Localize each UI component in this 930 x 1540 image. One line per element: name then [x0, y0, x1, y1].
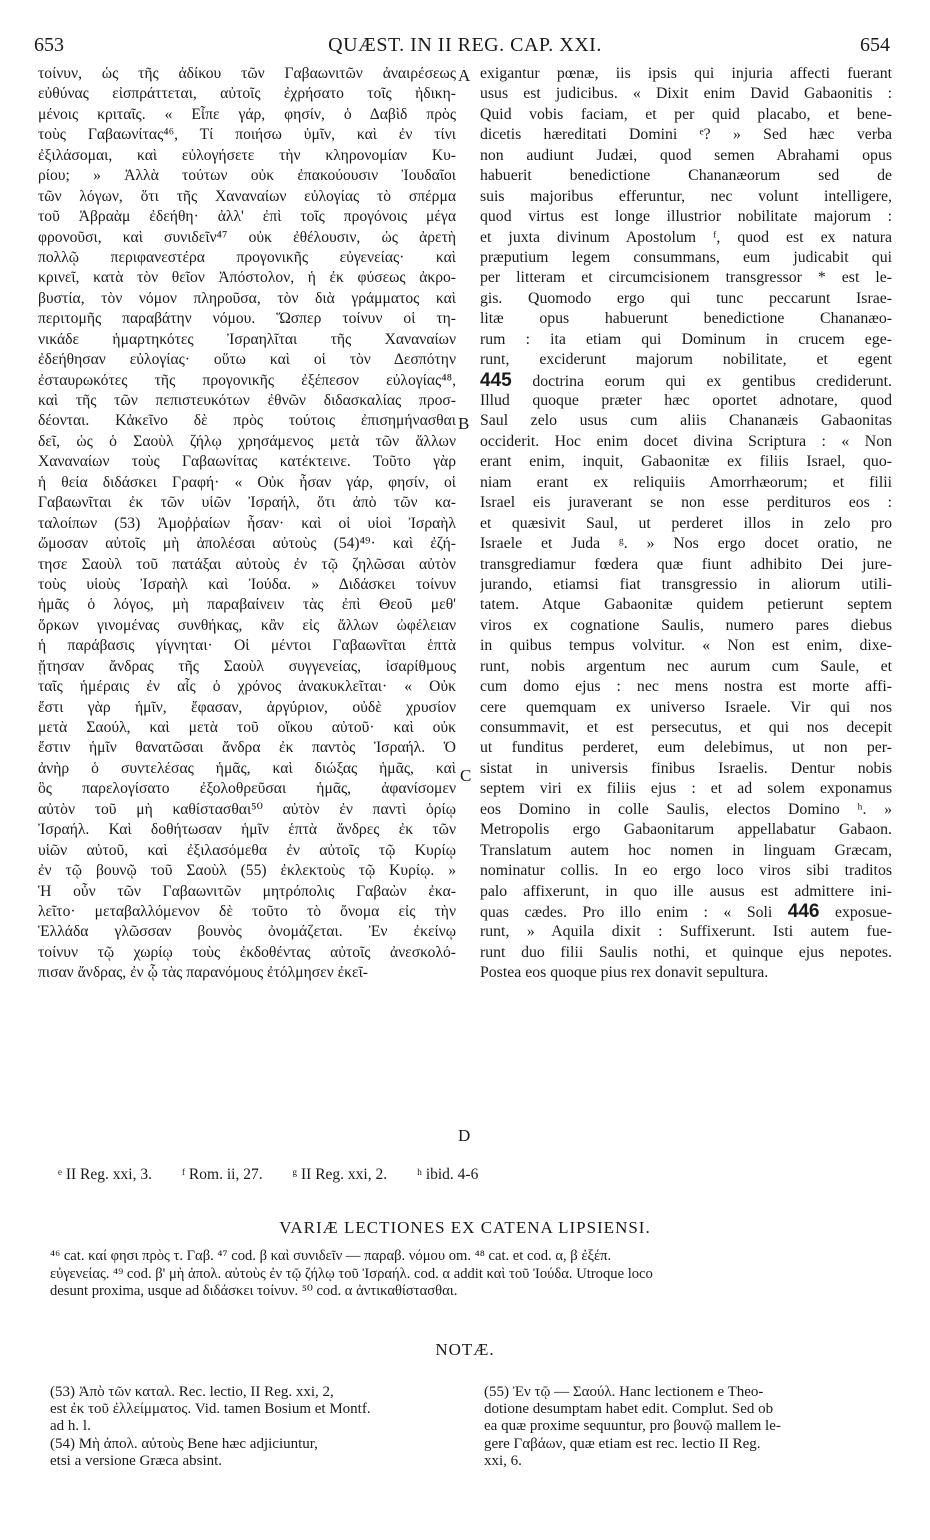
margin-letter-c: C	[460, 766, 472, 785]
latin-text-line: non audiunt Judæi, quod semen Abrahami opus	[480, 146, 892, 164]
greek-text-line: ἔστι γὰρ ἡμῖν, ἔφασαν, ἀργύριον, οὐδὲ χρυσίον	[38, 698, 456, 716]
greek-text-line: πισαν ἄνδρας, ἐν ᾧ τὰς παρανόμους ἐτόλμησεν ἐκεῖ-	[38, 964, 368, 982]
latin-text-line: Postea eos quoque pius rex donavit sepultura.	[480, 964, 769, 982]
variant-reading-line: desunt proxima, usque ad διδάσκει τοίνυν. ⁵⁰ cod. α ἀντικαθίστασθαι.	[50, 1283, 458, 1299]
variant-reading-line: ⁴⁶ cat. καί φησι πρὸς τ. Γαβ. ⁴⁷ cod. β καὶ συνιδεῖν — παραβ. νόμου om. ⁴⁸ cat. et cod. α, β ἐξέπ.	[50, 1248, 612, 1264]
note-line: (55) Ἐν τῷ — Σαούλ. Hanc lectionem e Theo-	[484, 1384, 764, 1400]
latin-text-line: septem viri ex filiis ejus : et ad solem exponamus	[480, 780, 892, 798]
greek-text-line: ρίου; » Ἀλλὰ τούτων οὐκ ἐπακούουσιν Ἰουδαῖοι	[38, 167, 456, 185]
latin-text-line: exigantur pœnæ, iis ipsis qui injuria affecti fuerant	[480, 65, 892, 82]
margin-letter-a: A	[458, 66, 471, 85]
latin-text-line: Illud quoque præter hæc oportet adnotare, quod	[480, 392, 892, 409]
greek-text-line: πολλῷ περιφανεστέρα προγονικῆς εὐγενείας· καὶ	[38, 248, 456, 266]
latin-text-line: Israel eis juraverant se non esse perdituros eos :	[480, 494, 892, 512]
latin-text-line: cum domo ejus : nec mens nostra est morte affi-	[480, 678, 892, 696]
greek-text-line: ἡ θεία διδάσκει Γραφή· « Οὐκ ἦσαν γάρ, φησίν, οἱ	[38, 473, 456, 491]
latin-text-line: suis majoribus efferuntur, nec volunt intelligere,	[480, 187, 892, 205]
column-number-marker: 445	[480, 370, 512, 391]
latin-text-column	[480, 64, 892, 1154]
greek-text-line: μένοις κριταῖς. « Εἶπε γάρ, φησίν, ὁ Δαβὶδ πρὸς	[38, 105, 456, 123]
page-number-right: 654	[860, 34, 890, 56]
greek-text-line: Χαναναίων τοὺς Γαβαωνίτας κατέκτεινε. Τοῦτο γὰρ	[38, 453, 456, 471]
greek-text-line: αὐτὸν τοῦ μὴ καθίστασθαι⁵⁰ αὐτὸν ἐν παντὶ ὁρίῳ	[38, 800, 456, 818]
margin-letter-d: D	[458, 1126, 471, 1145]
latin-text-line: quod virtus est longe illustrior nobilitate majorum :	[480, 208, 892, 226]
latin-text-line: præputium legem consummans, eum judicabit qui	[480, 248, 892, 266]
note-line: etsi a versione Græca absint.	[50, 1452, 223, 1469]
latin-text-line: palo affixerunt, in quo ille ausus est admittere ini-	[480, 882, 892, 900]
greek-text-line: ἐν τῷ βουνῷ τοῦ Σαοὺλ (55) ἐκλεκτοὺς τῷ Κυρίῳ. »	[38, 862, 456, 880]
greek-text-line: τοῦ Ἀβραὰμ ἐδεήθη· ἀλλ' ἐπὶ τοῖς προγόνοις μέγα	[38, 208, 456, 226]
latin-text-line: Metropolis ergo Gabaonitarum appellabatur Gabaon.	[480, 821, 892, 839]
latin-text-line: sistat in universis finibus Israelis. Dentur nobis	[480, 759, 892, 777]
latin-text-line: viros ex cognatione Saulis, numero pares diebus	[480, 616, 892, 634]
latin-text-line: tatem. Atque Gabaonitæ quidem petierunt septem	[480, 596, 892, 614]
variant-reading-line: εὐγενείας. ⁴⁹ cod. β' μὴ ἀπολ. αὐτοὺς ἐν τῷ ζήλῳ τοῦ Ἰσραήλ. cod. α addit καὶ τοῦ Ἰούδα. Utroque loco	[50, 1265, 653, 1282]
column-number-marker: 446	[787, 901, 820, 922]
latin-text-line: erant enim, inquit, Gabaonitæ ex filiis Israel, quo-	[480, 453, 892, 471]
latin-text-line: Quid vobis faciam, et per quid placabo, et bene-	[480, 105, 892, 123]
latin-text-line: runt, exciderunt majorum nobilitate, et egent	[480, 351, 892, 369]
latin-text-line: niam erant ex reliquiis Amorrhæorum; et filii	[480, 473, 892, 491]
latin-text-line: litæ opus habuerunt benedictione Chananæo-	[480, 310, 892, 328]
reference-e: ᵉ II Reg. xxi, 3.	[58, 1166, 152, 1183]
latin-text-line: runt duo filii Saulis nothi, et quinque ejus nepotes.	[480, 943, 892, 961]
greek-text-line: Ἡ οὖν τῶν Γαβαωνιτῶν μητρόπολις Γαβαὼν ἐκα-	[38, 882, 456, 900]
note-line: xxi, 6.	[484, 1452, 522, 1469]
latin-text-line: Israele et Juda ᵍ. » Nos ergo docet oratio, ne	[480, 535, 892, 553]
notes-left-column	[50, 1384, 468, 1470]
margin-letter-b: B	[458, 414, 470, 433]
latin-text-line: jurando, etiamsi fiat transgressio in aliorum utili-	[480, 575, 892, 593]
greek-text-line: ὤμοσαν αὐτοῖς μὴ ἀπολέσαι αὐτοὺς (54)⁴⁹· καὶ ἐζή-	[38, 535, 456, 553]
latin-text-line: dicetis hæreditati Domini ᵉ? » Sed hæc verba	[480, 126, 892, 144]
page-title: QUÆST. IN II REG. CAP. XXI.	[328, 34, 602, 56]
scripture-references	[58, 1166, 504, 1184]
greek-text-line: ἡμᾶς ὁ λόγος, μὴ παραβαίνειν τὰς ἐπὶ Θεοῦ μεθ'	[38, 596, 456, 614]
greek-text-line: ᾔτησαν ἄνδρας τῆς Σαοὺλ συγγενείας, ἰσαρίθμους	[38, 657, 456, 675]
greek-text-line: ὅρκων γινομένας συνθήκας, κἂν εἰς ἄλλων ὠφέλειαν	[38, 616, 456, 634]
latin-text-line: ut funditus perderet, eum delebimus, ut non per-	[480, 739, 892, 757]
latin-text-line: Saul zelo usus cum aliis Chananæis Gabaonitas	[480, 412, 892, 430]
notae-heading: NOTÆ.	[435, 1340, 495, 1359]
reference-f: ᶠ Rom. ii, 27.	[181, 1166, 263, 1183]
latin-text-line: occiderit. Hoc enim docet divina Scriptura : « Non	[480, 432, 892, 450]
latin-text-line: rum : ita etiam qui Dominum in crucem ege-	[480, 330, 892, 348]
latin-text-line: per litteram et circumcisionem transgressor * est le-	[480, 269, 892, 287]
greek-text-line: τοὺς Γαβαωνίτας⁴⁶, Τί ποιήσω ὑμῖν, καὶ ἐν τίνι	[38, 126, 456, 144]
latin-text-line: gis. Quomodo ergo qui tunc peccarunt Israe-	[480, 289, 892, 307]
reference-g: ᵍ II Reg. xxi, 2.	[292, 1166, 388, 1183]
greek-text-line: τοίνυν τῷ χωρίῳ τοὺς ἐκδοθέντας αὐτοῖς ἀνεσκολό-	[38, 943, 456, 961]
greek-text-line: φρονοῦσι, καὶ συνιδεῖν⁴⁷ οὐκ ἐθέλουσιν, ὡς ἀρετὴ	[38, 228, 456, 246]
greek-text-line: νικάδε ἡμαρτηκότες Ἰσραηλῖται τῆς Χαναναίων	[38, 330, 456, 348]
greek-text-line: ἀνὴρ ὁ συντελέσας ἡμᾶς, καὶ διώξας ἡμᾶς, καὶ	[38, 759, 456, 777]
greek-text-line: Γαβαωνῖται ἐκ τῶν υἱῶν Ἰσραήλ, ὅτι ἀπὸ τῶν κα-	[38, 494, 456, 512]
latin-text-line: et quæsivit Saul, ut perderet illos in zelo pro	[480, 514, 892, 532]
greek-text-line: ἐσταυρωκότες τῆς προγονικῆς ἐξέπεσον εὐλογίας⁴⁸,	[38, 371, 456, 389]
note-line: ad h. l.	[50, 1418, 91, 1435]
latin-text-line: consummavit, et est persecutus, et qui nos decepit	[480, 719, 892, 736]
greek-text-line: ἐξιλάσομαι, καὶ εὐλογήσετε τὴν κληρονομίαν Κυ-	[38, 146, 456, 164]
note-line: ea quæ proxime sequuntur, pro βουνῷ mallem le-	[484, 1418, 781, 1435]
greek-text-line: δέονται. Κἀκεῖνο δὲ πρὸς τούτοις ἐπισημήνασθαι	[38, 412, 456, 430]
greek-text-line: καὶ τῆς τῶν πεπιστευκότων ἐθνῶν διδασκαλίας προσ-	[38, 392, 456, 409]
greek-text-line: δεῖ, ὡς ὁ Σαοὺλ ζήλῳ χρησάμενος μετὰ τῶν ἄλλων	[38, 432, 456, 450]
note-line: (54) Μὴ ἀπολ. αὐτοὺς Bene hæc adjiciuntur,	[50, 1435, 318, 1452]
greek-text-line: τοὺς υἱοὺς Ἰσραὴλ καὶ Ἰούδα. » Διδάσκει τοίνυν	[38, 575, 456, 593]
greek-text-line: υἱῶν αὐτοῦ, καὶ ἐξιλασόμεθα ἐν αὐτοῖς τῷ Κυρίῳ	[38, 841, 456, 859]
latin-text-line: eos Domino in colle Saulis, electos Domino ʰ. »	[480, 800, 892, 818]
greek-text-line: λεῖτο· μεταβαλλόμενον δὲ τοῦτο τὸ ὄνομα εἰς τὴν	[38, 902, 456, 920]
greek-text-line: κρινεῖ, κατὰ τὸν θεῖον Ἀπόστολον, ἡ ἐκ φύσεως ἀκρο-	[38, 269, 456, 287]
notes-right-column	[484, 1384, 898, 1470]
greek-text-line: ἡ παράβασις γίγνηται· Οἱ μέντοι Γαβαωνῖται ἑπτὰ	[38, 637, 456, 655]
variae-lectiones-heading: VARIÆ LECTIONES EX CATENA LIPSIENSI.	[279, 1218, 651, 1237]
note-line: gere Γαβάων, quæ etiam est rec. lectio II Reg.	[484, 1435, 761, 1452]
greek-text-line: ὃς παρελογίσατο ἐξολοθρεῦσαι ἡμᾶς, ἀφανίσομεν	[38, 780, 456, 798]
latin-text-line: nominatur collis. In eo ergo loco viros sibi traditos	[480, 862, 892, 880]
latin-text-line: habuerit benedictione Chananæorum sed de	[480, 167, 892, 185]
latin-text-line: in quibus tempus volvitur. « Non est enim, dixe-	[480, 637, 892, 655]
greek-text-line: ἐδεήθησαν εὐλογίας· οὕτω καὶ οἱ τὸν Δεσπότην	[38, 351, 456, 369]
greek-text-line: τοίνυν, ὡς τῆς ἀδίκου τῶν Γαβαωνιτῶν ἀναιρέσεως	[38, 65, 456, 82]
greek-text-line: τῶν λόγων, ὅτι τῆς Χαναναίων εὐλογίας τὸ σπέρμα	[38, 187, 456, 205]
page-number-left: 653	[34, 34, 64, 56]
note-line: (53) Ἀπὸ τῶν καταλ. Rec. lectio, II Reg. xxi, 2,	[50, 1384, 334, 1400]
greek-text-line: βυστία, τὸν νόμον πληροῦσα, τὸν διὰ γράμματος καὶ	[38, 289, 456, 307]
greek-text-line: εὐθύνας εἰσπράττεται, αὐτοῖς ἐχρήσατο τοῖς ἠδικη-	[38, 85, 456, 103]
latin-text-line: 445 doctrina eorum qui ex gentibus crediderunt.	[480, 370, 892, 391]
note-line: est ἐκ τοῦ ἐλλείμματος. Vid. tamen Bosium et Montf.	[50, 1401, 371, 1418]
greek-text-column	[38, 64, 456, 1154]
greek-text-line: Ἰσραήλ. Καὶ δοθήτωσαν ἡμῖν ἑπτὰ ἄνδρες ἐκ τῶν	[38, 821, 456, 839]
greek-text-line: ἔστιν ἡμῖν θανατῶσαι ἄνδρα ἐκ παντὸς Ἰσραήλ. Ὁ	[38, 739, 456, 757]
greek-text-line: ταλοίπων (53) Ἀμοῤῥαίων ἦσαν· καὶ οἱ υἱοὶ Ἰσραὴλ	[38, 514, 456, 532]
latin-text-line: quas cædes. Pro illo enim : « Soli 446 exposue-	[480, 901, 892, 922]
latin-text-line: usus est judicibus. « Dixit enim David Gabaonitis :	[480, 85, 892, 103]
latin-text-line: transgrediamur fœdera quæ fiunt adhibito Dei jure-	[480, 555, 892, 573]
greek-text-line: τησε Σαοὺλ τοῦ πατάξαι αὐτοὺς ἐν τῷ ζηλῶσαι αὐτὸν	[38, 555, 456, 573]
variae-lectiones-block	[50, 1248, 896, 1301]
greek-text-line: ταῖς ἡμέραις ἐν αἷς ὁ χρόνος ἀνακυκλεῖται· « Οὐκ	[38, 678, 456, 696]
note-line: dotione desumptam habet edit. Complut. Sed ob	[484, 1401, 774, 1418]
greek-text-line: περιτομῆς παραβάτην νόμου. Ὥσπερ τοίνυν οἱ τη-	[38, 310, 456, 328]
latin-text-line: cere quemquam ex universo Israele. Vir qui nos	[480, 698, 892, 716]
latin-text-line: Translatum autem hoc nomen in linguam Græcam,	[480, 841, 892, 859]
running-header	[0, 20, 930, 62]
reference-h: ʰ ibid. 4-6	[416, 1166, 479, 1183]
greek-text-line: Ἑλλάδα γλῶσσαν βουνὸς ὀνομάζεται. Ἐν ἐκείνῳ	[38, 923, 456, 941]
latin-text-line: et juxta divinum Apostolum ᶠ, quod est ex natura	[480, 228, 892, 246]
greek-text-line: μετὰ Σαούλ, καὶ μετὰ τοῦ οἴκου αὐτοῦ· καὶ οὐκ	[38, 719, 456, 736]
latin-text-line: runt, nobis argentum nec aurum cum Saule, et	[480, 657, 892, 675]
latin-text-line: runt, » Aquila dixit : Suffixerunt. Isti autem fue-	[480, 923, 892, 941]
